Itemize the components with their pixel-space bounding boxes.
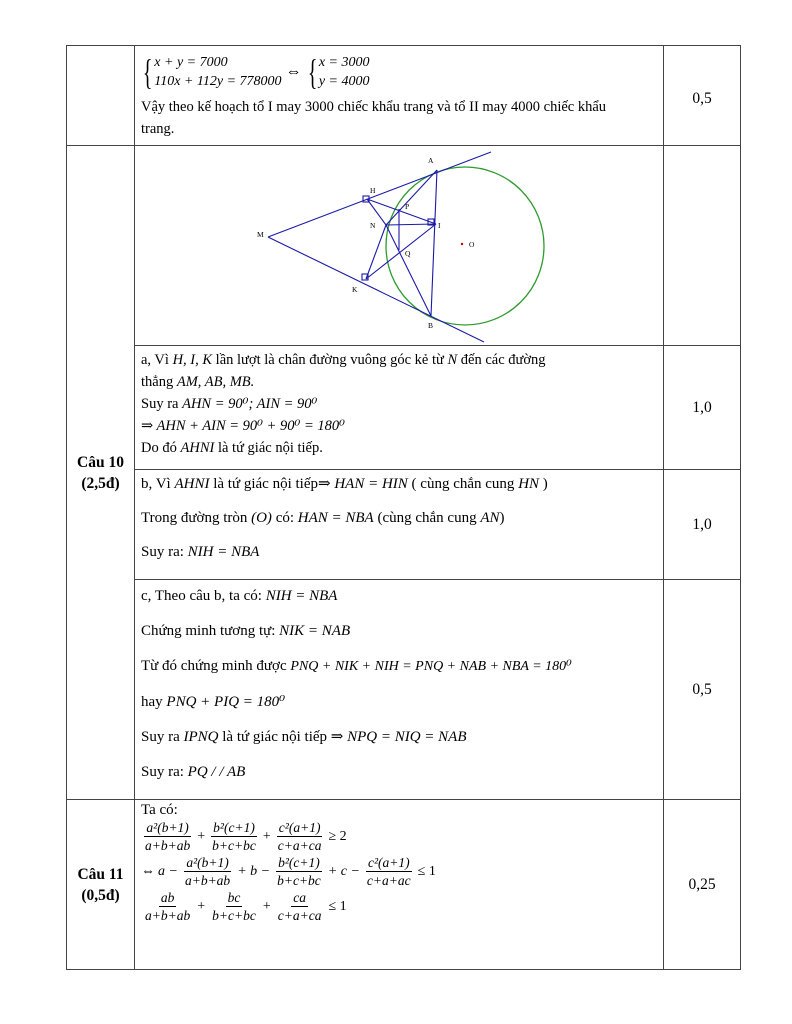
label-o: O [469, 240, 475, 249]
cau11-cell [135, 800, 664, 970]
equation-system [141, 46, 659, 96]
line-hi [367, 199, 436, 224]
question-points: (2,5đ) [81, 474, 120, 492]
inequality-2: ⇔ a − $\frac{\text{a²(b+1)}}{a+b+ab}$ + b − $\frac{\text{b²(c+1)}}{b+c+bc}$ + c − $\frac{\text{c²(a+1)}}{c+a+ac}$ ≤ 1 [141, 855, 436, 888]
label-q: Q [405, 249, 411, 258]
empty-label-cell [67, 46, 135, 146]
question-number: Câu 11 [77, 865, 124, 883]
table-row [67, 470, 741, 580]
question-label-cell [67, 800, 135, 970]
angle-sum-equation: ⇒ AHN + AIN = 90⁰ + 90⁰ = 180⁰ [141, 418, 345, 434]
label-i: I [438, 221, 441, 230]
line-ma [268, 152, 491, 237]
label-m: M [257, 230, 264, 239]
part-c-cell: c, Theo câu b, ta có: NIH = NBA Chứng minh tương tự: NIK = NAB Từ đó chứng minh được PNQ + NIK + NIH = PNQ + NAB + NBA = 180⁰ hay PNQ + PIQ = 180⁰ Suy ra IPNQ là tứ giác nội tiếp ⇒ NPQ = NIQ = NAB Suy ra: PQ / / AB [135, 580, 664, 800]
math-vars: H, I, K [172, 352, 213, 368]
label-n: N [370, 221, 376, 230]
sys-right-2: y = 4000 [318, 74, 370, 89]
right-brace: { [307, 52, 317, 92]
part-a-cell: a, Vì H, I, K lần lượt là chân đường vuông góc kẻ từ N đến các đường thẳng AM, AB, MB. Suy ra AHN = 90⁰; AIN = 90⁰ ⇒ AHN + AIN = 90⁰ + 90⁰ = 180⁰ Do đó AHNI là tứ giác nội tiếp. [135, 346, 664, 470]
score-cell: 0,5 [664, 580, 741, 800]
line-an [386, 170, 437, 225]
table-row [67, 146, 741, 346]
label-k: K [352, 285, 358, 294]
answer-table [66, 45, 741, 970]
conclusion-line-2: trang. [141, 121, 175, 137]
sys-left-2: 110x + 112y = 778000 [154, 74, 282, 89]
figure-cell [135, 146, 664, 346]
system-solution-cell [135, 46, 664, 146]
geometry-figure [135, 146, 663, 345]
line-bn [386, 225, 431, 316]
line-ab [431, 170, 437, 316]
label-a: A [428, 156, 434, 165]
question-label-cell [67, 146, 135, 800]
label-h: H [370, 186, 376, 195]
score-cell: 0,25 [664, 800, 741, 970]
score-cell: 0,5 [664, 46, 741, 146]
score-cell: 1,0 [664, 346, 741, 470]
sys-left-1: x + y = 7000 [154, 55, 228, 70]
table-row [67, 46, 741, 146]
equivalence-arrow: ⇔ [285, 63, 302, 80]
label-b: B [428, 321, 434, 330]
left-brace: { [142, 52, 153, 92]
table-row [67, 800, 741, 970]
table-row [67, 346, 741, 470]
angle-equation: AHN = 90⁰; AIN = 90⁰ [182, 396, 318, 412]
intro-text: Ta có: [141, 802, 178, 818]
question-number: Câu 10 [77, 453, 124, 471]
question-points: (0,5đ) [81, 886, 120, 904]
circle-o [386, 167, 544, 325]
inequality-3: $\frac{ab}{a+b+ab}$ + $\frac{bc}{b+c+bc}$ + $\frac{ca}{c+a+ca}$ ≤ 1 [145, 890, 347, 923]
inequality-1: $\frac{\text{a²(b+1)}}{a+b+ab}$ + $\frac{\text{b²(c+1)}}{b+c+bc}$ + $\frac{\text{c²(a+1)}}{c+a+ca}$ ≥ 2 [145, 820, 347, 853]
score-cell: 1,0 [664, 470, 741, 580]
part-b-cell: b, Vì AHNI là tứ giác nội tiếp⇒ HAN = HIN ( cùng chắn cung HN ) Trong đường tròn (O) có: HAN = NBA (cùng chắn cung AN) Suy ra: NIH = NBA [135, 470, 664, 580]
table-row [67, 580, 741, 800]
empty-score-cell [664, 146, 741, 346]
label-p: P [405, 202, 410, 211]
conclusion-line-1: Vậy theo kế hoạch tổ I may 3000 chiếc khẩu trang và tổ II may 4000 chiếc khẩu [141, 99, 607, 115]
center-o-dot [461, 243, 463, 245]
sys-right-1: x = 3000 [318, 55, 370, 70]
